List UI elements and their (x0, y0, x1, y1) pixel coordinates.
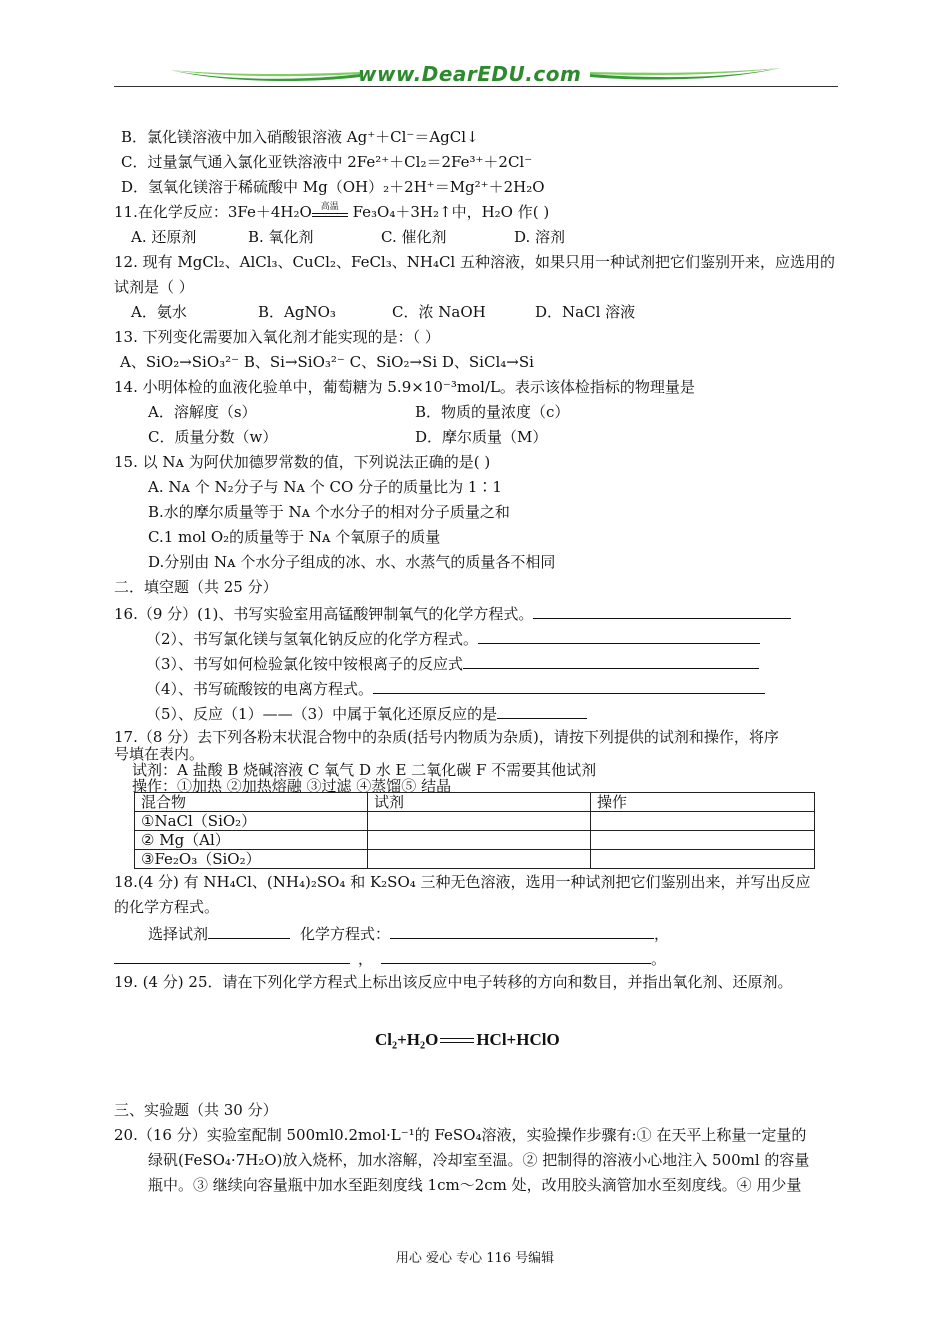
q16-line2 (146, 627, 760, 649)
q16-line1-text: 16.（9 分）(1)、书写实验室用高锰酸钾制氧气的化学方程式。 (114, 605, 534, 623)
q11-stem-right: Fe₃O₄＋3H₂↑中，H₂O 作( ) (347, 203, 550, 221)
q18-reagent-label: 选择试剂 (148, 925, 209, 943)
table-cell-operation[interactable] (591, 812, 815, 831)
q18-line1: 18.(4 分) 有 NH₄Cl、(NH₄)₂SO₄ 和 K₂SO₄ 三种无色溶液，选用一种试剂把它们鉴别出来，并写出反应 (114, 873, 811, 891)
q12-stem-line1: 12. 现有 MgCl₂、AlCl₃、CuCl₂、FeCl₃、NH₄Cl 五种溶液，如果只用一种试剂把它们鉴别开来，应选用的 (114, 253, 835, 271)
q13-stem: 13. 下列变化需要加入氧化剂才能实现的是：（ ） (114, 328, 440, 346)
equilibrium-top-line (440, 1038, 474, 1039)
q11-stem-left: 11.在化学反应：3Fe＋4H₂O (114, 203, 312, 221)
q16-line5-text: （5）、反应（1）——（3）中属于氧化还原反应的是 (146, 705, 498, 723)
table-cell-reagent[interactable] (368, 831, 591, 850)
q20-line2: 绿矾(FeSO₄·7H₂O)放入烧杯，加水溶解，冷却室至温。② 把制得的溶液小心地注入 500ml 的容量 (148, 1151, 810, 1169)
q11-option-d: D. 溶剂 (514, 228, 566, 246)
site-logo: www.DearEDU.com (358, 62, 582, 86)
q12-option-d: D．NaCl 溶液 (535, 303, 636, 321)
q11-option-c: C. 催化剂 (381, 228, 447, 246)
q14-stem: 14. 小明体检的血液化验单中，葡萄糖为 5.9×10⁻³mol/L。表示该体检指标的物理量是 (114, 378, 695, 396)
q18-equation-blank-1[interactable] (390, 922, 654, 939)
q16-line1 (114, 602, 791, 624)
q18-comma: ， (654, 925, 670, 943)
table-header-reagent: 试剂 (368, 793, 591, 812)
q14-option-d: D．摩尔质量（M） (415, 428, 548, 446)
page-footer: 用心 爱心 专心 116 号编辑 (395, 1251, 555, 1266)
q15-option-d: D.分别由 Nᴀ 个水分子组成的冰、水、水蒸气的质量各不相同 (148, 553, 556, 571)
q12-option-a: A．氨水 (131, 303, 187, 321)
table-cell-mixture: ② Mg（Al） (135, 831, 368, 850)
q14-option-b: B．物质的量浓度（c） (415, 403, 570, 421)
q18-equation-blank-2[interactable] (114, 947, 350, 964)
q11-stem (114, 202, 549, 222)
table-row (135, 812, 815, 831)
table-header-row (135, 793, 815, 812)
q17-table (134, 792, 815, 869)
header-rule (114, 86, 838, 87)
q12-option-b: B．AgNO₃ (258, 303, 336, 321)
q17-operations: 操作：①加热 ②加热熔融 ③过滤 ④蒸馏⑤ 结晶 (132, 777, 452, 795)
q16-line4-text: （4）、书写硫酸铵的电离方程式。 (146, 680, 374, 698)
q18-period: 。 (651, 950, 667, 968)
q19-equilibrium-icon (440, 1036, 474, 1046)
q18-reagent-blank[interactable] (208, 922, 290, 939)
table-cell-reagent[interactable] (368, 850, 591, 869)
q17-line2: 号填在表内。 (114, 745, 205, 763)
q10-option-c: C．过量氯气通入氯化亚铁溶液中 2Fe²⁺＋Cl₂＝2Fe³⁺＋2Cl⁻ (121, 153, 533, 171)
table-cell-reagent[interactable] (368, 812, 591, 831)
q15-option-c: C.1 mol O₂的质量等于 Nᴀ 个氧原子的质量 (148, 528, 441, 546)
q17-reagents: 试剂：A 盐酸 B 烧碱溶液 C 氧气 D 水 E 二氧化碳 F 不需要其他试剂 (132, 761, 597, 779)
table-cell-operation[interactable] (591, 831, 815, 850)
q16-blank-5[interactable] (497, 702, 587, 719)
table-row (135, 850, 815, 869)
q18-comma-2: ， (358, 950, 374, 968)
q18-line2: 的化学方程式。 (114, 898, 220, 916)
table-header-mixture: 混合物 (135, 793, 368, 812)
q12-option-c: C．浓 NaOH (392, 303, 486, 321)
q11-condition (312, 202, 348, 217)
q10-option-b: B．氯化镁溶液中加入硝酸银溶液 Ag⁺＋Cl⁻＝AgCl↓ (121, 128, 479, 146)
section-2-heading: 二．填空题（共 25 分） (114, 578, 278, 596)
q13-options: A、SiO₂→SiO₃²⁻ B、Si→SiO₃²⁻ C、SiO₂→Si D、SiCl₄→Si (120, 353, 534, 371)
q19-stem: 19. (4 分) 25．请在下列化学方程式上标出该反应中电子转移的方向和数目，并指出氧化剂、还原剂。 (114, 973, 793, 991)
q14-option-c: C．质量分数（w） (148, 428, 278, 446)
q15-stem: 15. 以 Nᴀ 为阿伏加德罗常数的值，下列说法正确的是( ) (114, 453, 491, 471)
q18-answer-line (148, 922, 669, 944)
q16-blank-1[interactable] (533, 602, 791, 619)
q16-line5 (146, 702, 587, 724)
q16-blank-4[interactable] (373, 677, 765, 694)
table-cell-operation[interactable] (591, 850, 815, 869)
q16-line3-text: （3）、书写如何检验氯化铵中铵根离子的反应式 (146, 655, 464, 673)
table-row (135, 831, 815, 850)
q16-line3 (146, 652, 759, 674)
q11-equal-sign (312, 213, 348, 217)
q19-equation-left: Cl₂+H₂O (375, 1030, 439, 1049)
q11-option-b: B. 氧化剂 (248, 228, 314, 246)
table-header-operation: 操作 (591, 793, 815, 812)
q20-line1: 20.（16 分）实验室配制 500ml0.2mol·L⁻¹的 FeSO₄溶液，实验操作步骤有:① 在天平上称量一定量的 (114, 1126, 807, 1144)
q16-blank-2[interactable] (478, 627, 760, 644)
q16-blank-3[interactable] (463, 652, 759, 669)
table-cell-mixture: ①NaCl（SiO₂） (135, 812, 368, 831)
q15-option-a: A. Nᴀ 个 N₂分子与 Nᴀ 个 CO 分子的质量比为 1∶1 (148, 478, 502, 496)
q16-line4 (146, 677, 765, 699)
q15-option-b: B.水的摩尔质量等于 Nᴀ 个水分子的相对分子质量之和 (148, 503, 510, 521)
q19-equation (375, 1030, 560, 1050)
q12-stem-line2: 试剂是（ ） (114, 278, 194, 296)
q10-option-d: D．氢氧化镁溶于稀硫酸中 Mg（OH）₂＋2H⁺＝Mg²⁺＋2H₂O (121, 178, 545, 196)
q18-answer-line2 (114, 947, 666, 969)
q14-option-a: A．溶解度（s） (148, 403, 257, 421)
q16-line2-text: （2）、书写氯化镁与氢氧化钠反应的化学方程式。 (146, 630, 479, 648)
table-cell-mixture: ③Fe₂O₃（SiO₂） (135, 850, 368, 869)
q18-equation-blank-3[interactable] (381, 947, 651, 964)
q17-line1: 17.（8 分）去下列各粉末状混合物中的杂质(括号内物质为杂质)，请按下列提供的试剂和操作，将序 (114, 728, 779, 746)
section-3-heading: 三、实验题（共 30 分） (114, 1101, 278, 1119)
q20-line3: 瓶中。③ 继续向容量瓶中加水至距刻度线 1cm～2cm 处，改用胶头滴管加水至刻度线。④ 用少量 (148, 1176, 802, 1194)
q11-condition-text: 高温 (320, 202, 339, 212)
q19-equation-right: HCl+HClO (476, 1030, 560, 1049)
equilibrium-bottom-line (440, 1042, 474, 1043)
q11-option-a: A. 还原剂 (131, 228, 197, 246)
q18-equation-label: 化学方程式： (300, 925, 391, 943)
